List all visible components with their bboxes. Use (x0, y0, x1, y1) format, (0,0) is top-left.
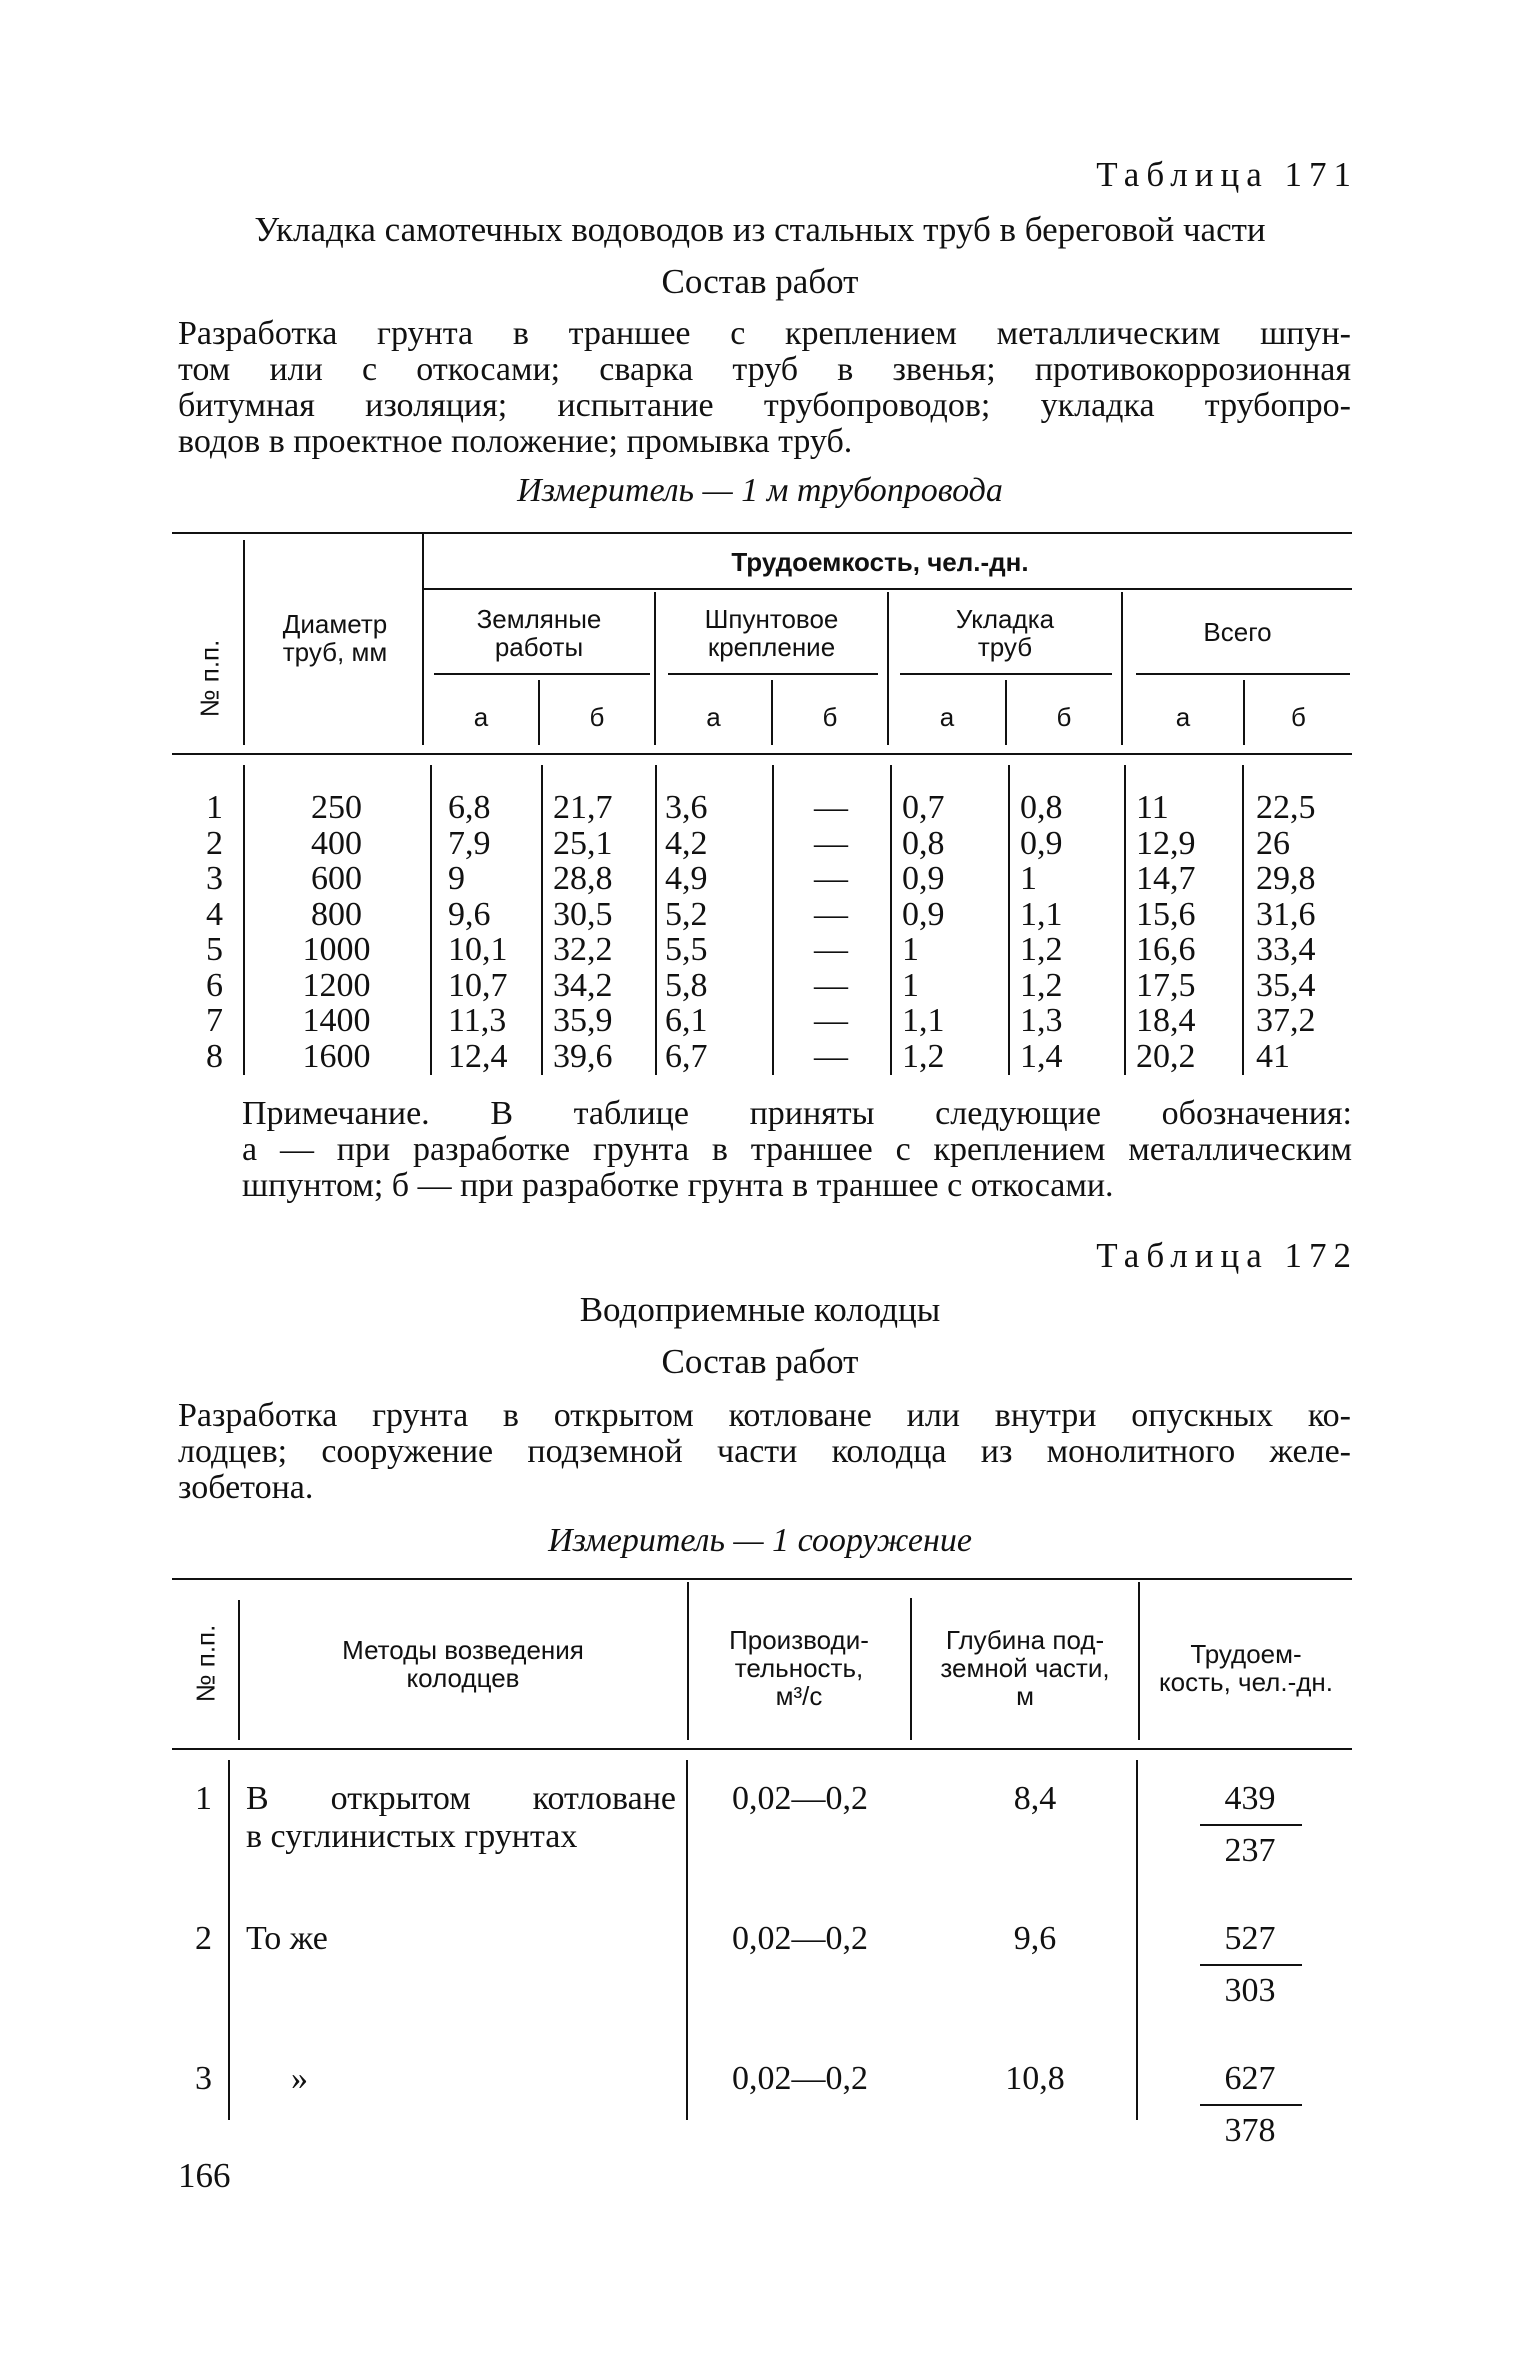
col-header-total: Всего (1203, 617, 1272, 647)
col-header-labor (1140, 1640, 1352, 1696)
header-line: труб, мм (282, 637, 388, 667)
header-line: Укладка (955, 604, 1055, 634)
col-header-diameter (250, 610, 420, 666)
table-cell: 0,8 (902, 824, 945, 862)
rule (172, 1578, 1352, 1580)
table-cell: 0,9 (902, 895, 945, 933)
table-cell: 1 (902, 931, 919, 968)
table-cell: 5 (206, 931, 223, 968)
table-cell: 10,7 (448, 966, 508, 1004)
note-line: шпунтом; б — при разработке грунта в траншее с откосами. (242, 1167, 1114, 1204)
table-171-sostav: Состав работ (661, 262, 859, 301)
table-cell: 600 (311, 860, 362, 897)
rule (228, 1760, 230, 2120)
header-line: м³/с (775, 1681, 823, 1711)
table-cell: 1,2 (1020, 966, 1063, 1004)
table-cell: 39,6 (553, 1037, 613, 1075)
table-row (172, 897, 1352, 933)
table-cell: — (814, 1037, 848, 1075)
table-cell: — (814, 966, 848, 1004)
rule (422, 588, 1352, 590)
table-cell: 28,8 (553, 860, 613, 897)
header-line: колодцев (406, 1663, 520, 1693)
body-line: водов в проектное положение; промывка труб. (178, 423, 853, 460)
table-cell: 6 (206, 966, 223, 1004)
table-cell: 6,8 (448, 789, 491, 826)
row-number: 2 (195, 1920, 212, 1957)
table-cell: 1,4 (1020, 1037, 1063, 1075)
table-cell: 31,6 (1256, 895, 1316, 933)
table-cell: 29,8 (1256, 860, 1316, 897)
table-172-sostav: Состав работ (661, 1342, 859, 1381)
rule (668, 673, 878, 675)
table-cell: 0,9 (902, 860, 945, 897)
table-cell: 1,2 (1020, 931, 1063, 968)
rule (1136, 673, 1350, 675)
page-number: 166 (178, 2156, 231, 2195)
header-line: работы (494, 632, 584, 662)
header-line: Трудоем- (1190, 1639, 1302, 1669)
table-cell: 26 (1256, 824, 1290, 862)
header-line: Диаметр (282, 609, 388, 639)
sub-header-a: а (473, 702, 489, 732)
table-cell: 1,1 (902, 1002, 945, 1039)
table-cell: 11,3 (448, 1002, 507, 1039)
body-line: битумная изоляция; испытание трубопроводов; укладка трубопро- (178, 387, 1351, 424)
table-cell: — (814, 931, 848, 968)
sub-header-a: а (706, 702, 721, 732)
table-cell: 22,5 (1256, 789, 1316, 826)
table-cell: 0,7 (902, 789, 945, 826)
depth-value: 8,4 (1013, 1780, 1057, 1817)
method-line: В открытом котловане (246, 1780, 676, 1817)
table-row (172, 1003, 1352, 1039)
sub-header-b: б (822, 702, 838, 732)
table-cell: 4 (206, 895, 223, 933)
table-cell: 25,1 (553, 824, 613, 862)
method-line: » (291, 2060, 308, 2097)
table-cell: 18,4 (1136, 1002, 1196, 1039)
sub-header-b: б (1056, 702, 1072, 732)
fraction-line (1200, 2104, 1302, 2106)
table-cell: 5,2 (665, 895, 708, 933)
table-cell: 1,1 (1020, 895, 1063, 933)
table-cell: 34,2 (553, 966, 613, 1004)
method-line: в суглинистых грунтах (246, 1818, 578, 1855)
labor-top-value: 439 (1224, 1780, 1276, 1817)
table-171-rows (172, 790, 1352, 1074)
method-line: То же (246, 1920, 328, 1957)
table-171-body (178, 316, 1351, 460)
rule (686, 1760, 688, 2120)
productivity-value: 0,02—0,2 (732, 1920, 868, 1957)
table-cell: — (814, 895, 848, 933)
table-cell: 4,9 (665, 860, 708, 897)
header-line: Методы возведения (342, 1635, 584, 1665)
table-cell: 7,9 (448, 824, 491, 862)
sub-header-a: а (1175, 702, 1191, 732)
table-cell: 8 (206, 1037, 223, 1075)
col-header-lay (889, 605, 1121, 661)
col-header-earth (424, 605, 654, 661)
table-cell: 21,7 (553, 789, 613, 826)
col-header-methods (240, 1636, 686, 1692)
table-cell: 6,7 (665, 1037, 708, 1075)
depth-value: 9,6 (1013, 1920, 1057, 1957)
table-cell: 41 (1256, 1037, 1290, 1075)
table-172-label: Таблица 172 (1096, 1236, 1358, 1275)
table-cell: 800 (311, 895, 362, 933)
header-line: тельность, (734, 1653, 864, 1683)
table-cell: 30,5 (553, 895, 613, 933)
table-171-title: Укладка самотечных водоводов из стальных труб в береговой части (254, 210, 1266, 249)
table-171-note (242, 1096, 1352, 1204)
table-172-measure: Измеритель — 1 сооружение (548, 1522, 972, 1559)
rule (1136, 1760, 1138, 2120)
table-cell: 1 (902, 966, 919, 1004)
table-row (172, 1039, 1352, 1075)
productivity-value: 0,02—0,2 (732, 2060, 868, 2097)
table-cell: 1600 (302, 1037, 371, 1075)
table-row (172, 932, 1352, 968)
table-cell: 37,2 (1256, 1002, 1316, 1039)
body-line: Разработка грунта в траншее с креплением металлическим шпун- (178, 315, 1351, 352)
table-cell: — (814, 824, 848, 862)
note-text: Примечание. В таблице приняты следующие обозначения: (242, 1095, 1352, 1132)
body-line: Разработка грунта в открытом котловане или внутри опускных ко- (178, 1397, 1351, 1434)
fraction-line (1200, 1964, 1302, 1966)
table-cell: 1400 (302, 1002, 371, 1039)
row-number: 1 (195, 1780, 212, 1817)
col-header-productivity (689, 1626, 909, 1710)
labor-bottom-value: 378 (1224, 2112, 1276, 2149)
col-header-depth (912, 1626, 1138, 1710)
header-line: Земляные (476, 604, 602, 634)
table-row (172, 826, 1352, 862)
table-cell: — (814, 1002, 848, 1039)
table-cell: 11 (1136, 789, 1169, 826)
header-line: земной части, (940, 1653, 1110, 1683)
header-line: Глубина под- (945, 1625, 1105, 1655)
table-cell: 3 (206, 860, 223, 897)
productivity-value: 0,02—0,2 (732, 1780, 868, 1817)
table-171-label: Таблица 171 (1096, 155, 1358, 194)
sub-header-a: а (939, 702, 955, 732)
table-171-grid (172, 790, 1352, 1074)
header-line: крепление (707, 632, 836, 662)
col-header-num: № п.п. (194, 639, 225, 718)
table-row (172, 790, 1352, 826)
table-cell: 7 (206, 1002, 223, 1039)
labor-bottom-value: 237 (1224, 1832, 1276, 1869)
table-row (172, 861, 1352, 897)
note-line (242, 1096, 1352, 1132)
table-cell: 0,8 (1020, 789, 1063, 826)
table-cell: 1000 (302, 931, 371, 968)
table-172-body (178, 1398, 1351, 1506)
row-number: 3 (195, 2060, 212, 2097)
table-cell: 4,2 (665, 824, 708, 862)
table-cell: 14,7 (1136, 860, 1196, 897)
col-header-labor: Трудоемкость, чел.-дн. (731, 547, 1029, 577)
table-cell: 1,2 (902, 1037, 945, 1075)
table-cell: 17,5 (1136, 966, 1196, 1004)
rule (172, 1748, 1352, 1750)
table-cell: 15,6 (1136, 895, 1196, 933)
header-line: Шпунтовое (704, 604, 839, 634)
table-cell: 1,3 (1020, 1002, 1063, 1039)
table-171-measure: Измеритель — 1 м трубопровода (517, 472, 1003, 509)
header-line: м (1016, 1681, 1034, 1711)
table-cell: 20,2 (1136, 1037, 1196, 1075)
header-line: кость, чел.-дн. (1159, 1667, 1333, 1697)
table-cell: 6,1 (665, 1002, 708, 1039)
rule (243, 540, 245, 745)
rule (900, 673, 1112, 675)
table-cell: 33,4 (1256, 931, 1316, 968)
header-line: Производи- (729, 1625, 869, 1655)
rule (172, 532, 1352, 534)
table-cell: 3,6 (665, 789, 708, 826)
table-cell: 32,2 (553, 931, 613, 968)
labor-top-value: 527 (1224, 1920, 1276, 1957)
table-cell: 250 (311, 789, 362, 826)
sub-header-b: б (589, 702, 605, 732)
table-cell: 12,4 (448, 1037, 508, 1075)
body-line: зобетона. (178, 1469, 314, 1506)
rule (172, 753, 1352, 755)
table-172-title: Водоприемные колодцы (579, 1290, 941, 1329)
table-cell: 35,4 (1256, 966, 1316, 1004)
body-line: лодцев; сооружение подземной части колодца из монолитного желе- (178, 1433, 1351, 1470)
table-cell: 2 (206, 824, 223, 862)
col-header-num: № п.п. (190, 1624, 221, 1703)
rule (434, 673, 650, 675)
table-cell: — (814, 789, 848, 826)
fraction-line (1200, 1824, 1302, 1826)
table-cell: 5,5 (665, 931, 708, 968)
table-cell: 12,9 (1136, 824, 1196, 862)
table-cell: 5,8 (665, 966, 708, 1004)
labor-bottom-value: 303 (1224, 1972, 1276, 2009)
table-cell: 9 (448, 860, 465, 897)
depth-value: 10,8 (1005, 2060, 1065, 2097)
table-cell: 0,9 (1020, 824, 1063, 862)
body-line: том или с откосами; сварка труб в звенья; противокоррозионная (178, 351, 1351, 388)
table-cell: 10,1 (448, 931, 508, 968)
note-line: а — при разработке грунта в траншее с креплением металлическим (242, 1131, 1352, 1168)
table-cell: 400 (311, 824, 362, 862)
header-line: труб (977, 632, 1033, 662)
table-cell: 1 (206, 789, 223, 826)
table-cell: 16,6 (1136, 931, 1196, 968)
table-cell: — (814, 860, 848, 897)
col-header-sheet (656, 605, 887, 661)
labor-top-value: 627 (1224, 2060, 1276, 2097)
table-cell: 9,6 (448, 895, 491, 933)
table-cell: 35,9 (553, 1002, 613, 1039)
table-row (172, 968, 1352, 1004)
table-cell: 1 (1020, 860, 1037, 897)
sub-header-b: б (1291, 702, 1306, 732)
table-cell: 1200 (302, 966, 371, 1004)
